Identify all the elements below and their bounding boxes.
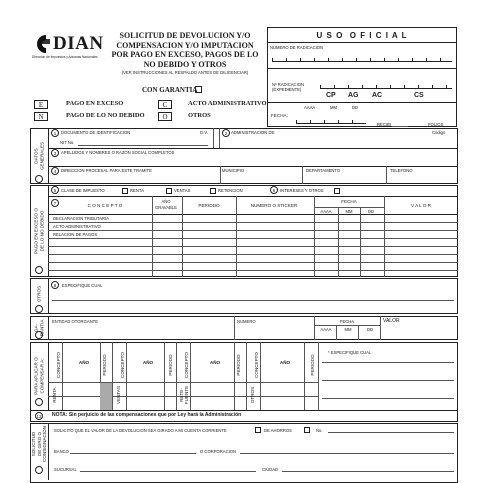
uso-fecha-field[interactable] [296, 120, 366, 124]
folios-label: FOLIOS [428, 122, 444, 127]
col-ano-gravable: AÑO GRAVABLE [155, 199, 177, 210]
concepto-row-acto: ACTO ADMINISTRATIVO [53, 224, 101, 229]
aplicar-side-label: PARA APLICAR O COMPENSAR A: [33, 357, 44, 395]
block1-periodo: PERIODO [102, 354, 107, 376]
cuenta-corriente-checkbox[interactable] [255, 427, 261, 433]
sucursal-field[interactable] [80, 471, 256, 472]
identificacion-label: DOCUMENTO DE IDENTIFICACION [61, 130, 131, 135]
garantia-valor-label: VALOR [383, 318, 400, 324]
field-number-12: 12 [36, 414, 42, 419]
radicacion-expediente-field[interactable] [320, 85, 452, 89]
field-number-6: 6 [270, 186, 278, 194]
numero-radicacion-field[interactable] [272, 58, 452, 62]
giro-side-label: SOLICITUD DE GIRO O CONSIGNACION [30, 426, 47, 462]
fecha-mm: MM [345, 209, 353, 214]
corporacion-field[interactable] [240, 453, 454, 454]
field-number-3: 3 [51, 149, 59, 157]
block2-periodo: PERIODO [168, 354, 173, 376]
option-c-box[interactable]: C [158, 100, 172, 109]
side-number [35, 175, 43, 183]
intereses-label: INTERESES Y OTROS [280, 188, 324, 193]
dian-emblem-icon [32, 33, 52, 55]
side-number [35, 266, 43, 274]
con-garantia-label: CON GARANTIA [142, 86, 198, 94]
corporacion-label: O CORPORACION [200, 449, 237, 454]
garantia-numero-label: NUMERO [237, 319, 256, 324]
section-pago-exceso [30, 185, 458, 277]
especifique-cual-label: * ESPECIFIQUE CUAL [328, 350, 372, 355]
cuenta-no-field[interactable] [328, 432, 454, 433]
row-label-renta: RENTA [52, 387, 57, 403]
entidad-otorgante-label: ENTIDAD OTORGANTE [52, 319, 98, 324]
side-number [35, 398, 43, 406]
nit-label: NIT No. [60, 140, 75, 145]
field-number-7: 7 [51, 199, 59, 207]
block2-ano: AÑO [142, 360, 154, 365]
administracion-label: ADMINISTRACION DE: [231, 130, 276, 135]
otros-side-label: OTROS [36, 285, 42, 303]
ahorros-checkbox[interactable] [304, 427, 310, 433]
apellidos-label: APELLIDOS Y NOMBRES O RAZON SOCIAL COMPLETOS [61, 150, 175, 155]
dian-wordmark: DIAN [53, 33, 104, 54]
intereses-checkbox[interactable] [334, 188, 340, 194]
form-title-line: NO DEBIDO Y OTROS [143, 59, 227, 69]
con-garantia-checkbox[interactable] [195, 86, 202, 93]
garantia-side-label: GA- RANTIA [33, 319, 44, 337]
uso-oficial-title: U S O O F I C I A L [316, 31, 408, 40]
numero-radicacion-label: NUMERO DE RADICACION [270, 45, 324, 50]
recibi-label: RECIBI [377, 122, 391, 127]
retencion-label: RETENCION [218, 188, 243, 193]
side-number [35, 331, 43, 339]
block4-periodo: PERIODO [310, 354, 315, 376]
block3-periodo: PERIODO [236, 354, 241, 376]
uso-fecha-mm: MM [330, 105, 337, 110]
block2-concepto: CONCEPTO [120, 352, 125, 378]
especifique-label: ESPECIFIQUE CUAL [62, 283, 103, 288]
cuenta-no-label: No. [316, 428, 323, 433]
dv-label: D.V. [200, 130, 208, 135]
ahorros-label: DE AHORROS [264, 428, 292, 433]
form-instructions: (VER INSTRUCCIONES AL RESPALDO ANTES DE DILIGENCIAR) [121, 70, 249, 75]
pago-exceso-side-label: PAGO EN EXCESO O DE LO NO DEBIDO [33, 208, 44, 254]
form-title-line: SOLICITUD DE DEVOLUCION Y/O [119, 31, 251, 40]
side-number [35, 305, 43, 313]
option-n-box[interactable]: N [34, 112, 48, 121]
retencion-checkbox[interactable] [210, 188, 216, 194]
section-datos-generales [30, 128, 458, 184]
form-title-line: COMPENSACION Y/O IMPUTACION [116, 40, 254, 50]
renta-checkbox[interactable] [122, 188, 128, 194]
uso-fecha-dd: DD [352, 105, 359, 110]
fecha-dd: DD [367, 209, 375, 214]
row-label-ventas: VENTAS [116, 385, 121, 405]
col-numero-sticker: NUMERO O STICKER [250, 203, 298, 208]
field-number-5: 5 [51, 186, 59, 194]
uso-fecha-label: FECHA: [271, 113, 288, 118]
banco-label: BANCO [54, 449, 69, 454]
option-o-label: OTROS [188, 112, 211, 119]
side-number [35, 466, 43, 474]
especifique-field[interactable] [52, 300, 454, 301]
block3-concepto: CONCEPTO [184, 352, 189, 378]
radicacion-expediente-label: Nº RADICACION (EXPEDIENTE) [272, 82, 305, 92]
code-cp: CP [326, 92, 336, 99]
nit-field[interactable] [78, 145, 208, 146]
col-fecha: FECHA [341, 199, 357, 204]
fecha-aaaa: AAAA [320, 209, 332, 214]
garantia-fecha-label: FECHA [339, 319, 355, 324]
uso-fecha-aaaa: AAAA [304, 105, 316, 110]
solicito-text: SOLICITO QUE EL VALOR DE LA DEVOLUCION SEA GIRADO A MI CUENTA CORRIENTE [54, 428, 227, 433]
col-concepto: C O N C E P T O [87, 203, 123, 208]
renta-label: RENTA [130, 188, 144, 193]
col-valor: V A L O R [410, 203, 431, 208]
col-periodo: PERIODO [198, 203, 220, 208]
dian-logo [32, 30, 108, 60]
option-n-label: PAGO DE LO NO DEBIDO [66, 112, 145, 119]
code-ag: AG [348, 92, 359, 99]
direccion-label: DIRECCION PROCESAL PARA ESTE TRAMITE [61, 168, 152, 173]
block4-concepto: CONCEPTO [254, 352, 259, 378]
ventas-label: VENTAS [174, 188, 191, 193]
option-o-box[interactable]: O [158, 112, 172, 121]
option-e-label: PAGO EN EXCESO [66, 100, 124, 107]
concepto-row-relacion: RELACION DE PAGOS [53, 232, 98, 237]
field-number-1: 1 [51, 129, 59, 137]
code-cs: CS [414, 92, 424, 99]
row-label-retefuente: RETE- FUENTE [179, 385, 189, 405]
nota-text: NOTA: Sin perjuicio de las compensaciones que por Ley hará la Administración [52, 412, 242, 418]
row-label-otros: OTROS [250, 386, 255, 404]
ventas-checkbox[interactable] [166, 188, 172, 194]
datos-generales-side-label: DATOS GENERALES [33, 141, 44, 171]
concepto-row-declaracion: DECLARACION TRIBUTARIA [53, 216, 109, 221]
field-number-8: 8 [51, 281, 59, 289]
field-number-4: 4 [51, 167, 59, 175]
banco-field[interactable] [70, 453, 196, 454]
form-title [100, 31, 270, 69]
form-title-line: POR PAGO EN EXCESO, PAGOS DE LO [111, 50, 259, 59]
block3-ano: AÑO [209, 360, 221, 365]
code-ac: AC [372, 92, 383, 99]
garantia-fecha-aaaa: AAAA [320, 327, 332, 332]
clase-impuesto-label: CLASE DE IMPUESTO [61, 188, 105, 193]
field-number-2: 2 [222, 129, 230, 137]
codigo-label: Código [432, 130, 446, 135]
garantia-fecha-mm: MM [344, 327, 352, 332]
shaded-cell [100, 383, 112, 410]
telefono-label: TELEFONO [390, 168, 413, 173]
municipio-label: MUNICIPIO [222, 168, 245, 173]
sucursal-label: SUCURSAL [54, 467, 77, 472]
option-e-box[interactable]: E [34, 100, 48, 109]
garantia-fecha-dd: DD [366, 327, 374, 332]
ciudad-label: CIUDAD [262, 467, 279, 472]
option-c-label: ACTO ADMINISTRATIVO [188, 100, 267, 107]
block1-concepto: CONCEPTO [56, 352, 61, 378]
dian-tagline: Dirección de Impuestos y Aduanas Nacionales [32, 55, 98, 59]
departamento-label: DEPARTAMENTO [306, 168, 341, 173]
block4-ano: AÑO [279, 360, 291, 365]
block1-ano: AÑO [78, 360, 90, 365]
ciudad-field[interactable] [282, 471, 454, 472]
